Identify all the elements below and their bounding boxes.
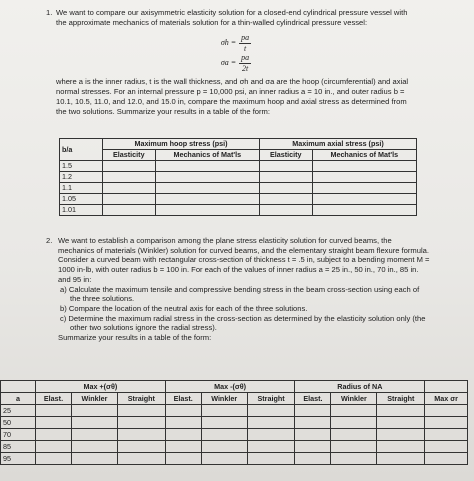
elast-header: Elast. — [295, 393, 331, 405]
empty-cell[interactable] — [155, 205, 259, 216]
empty-cell[interactable] — [331, 441, 377, 453]
empty-cell[interactable] — [425, 417, 468, 429]
blank-header — [1, 381, 36, 393]
ba-cell: 1.05 — [60, 194, 103, 205]
empty-cell[interactable] — [312, 205, 416, 216]
empty-cell[interactable] — [201, 405, 247, 417]
empty-cell[interactable] — [312, 183, 416, 194]
empty-cell[interactable] — [312, 194, 416, 205]
empty-cell[interactable] — [247, 453, 295, 465]
empty-cell[interactable] — [103, 172, 156, 183]
empty-cell[interactable] — [36, 441, 72, 453]
axial-eq-numerator: pa — [239, 53, 251, 64]
table-row — [60, 172, 417, 183]
empty-cell[interactable] — [377, 453, 425, 465]
empty-cell[interactable] — [312, 161, 416, 172]
question-2-item-c: c) Determine the maximum radial stress in the cross-section as determined by the elasticity solution only (the other two solutions ignore the radial stress). — [60, 313, 426, 333]
question-1-body: where a is the inner radius, t is the wall thickness, and σh and σa are the hoop (circumferential) and axial normal stresses. For an internal pressure p = 10,000 psi, an inner radius a = 10 in., and outer radius b = 10.1, 10.5, 11.0, and 12.0, and 15.0 in, compare the maximum hoop and axial stress as determined from the two solutions. Summarize your results in a table of the form: — [56, 77, 409, 116]
question-1-table — [59, 138, 417, 216]
empty-cell[interactable] — [71, 441, 117, 453]
empty-cell[interactable] — [295, 429, 331, 441]
empty-cell[interactable] — [425, 441, 468, 453]
straight-header: Straight — [377, 393, 425, 405]
empty-cell[interactable] — [155, 183, 259, 194]
empty-cell[interactable] — [312, 172, 416, 183]
axial-equation — [56, 53, 416, 73]
empty-cell[interactable] — [425, 453, 468, 465]
empty-cell[interactable] — [331, 453, 377, 465]
empty-cell[interactable] — [247, 441, 295, 453]
empty-cell[interactable] — [331, 429, 377, 441]
empty-cell[interactable] — [247, 417, 295, 429]
empty-cell[interactable] — [377, 417, 425, 429]
question-2-item-a: a) Calculate the maximum tensile and compressive bending stress in the beam cross-section using each of the three solutions. — [60, 284, 420, 304]
hoop-equation — [56, 33, 416, 53]
empty-cell[interactable] — [36, 429, 72, 441]
empty-cell[interactable] — [425, 429, 468, 441]
question-1-intro: We want to compare our axisymmetric elasticity solution for a closed-end cylindrical pressure vessel with the approximate mechanics of materials solution for a thin-walled cylindrical pressure vessel: — [56, 8, 408, 27]
empty-cell[interactable] — [155, 194, 259, 205]
table-subheader-row — [1, 393, 468, 405]
empty-cell[interactable] — [36, 405, 72, 417]
elast-header: Elast. — [36, 393, 72, 405]
empty-cell[interactable] — [117, 405, 165, 417]
straight-header: Straight — [247, 393, 295, 405]
empty-cell[interactable] — [259, 194, 312, 205]
empty-cell[interactable] — [155, 161, 259, 172]
question-1-number: 1. — [46, 8, 53, 17]
elast-header: Elast. — [165, 393, 201, 405]
empty-cell[interactable] — [103, 161, 156, 172]
empty-cell[interactable] — [259, 172, 312, 183]
empty-cell[interactable] — [331, 417, 377, 429]
max-sr-header: Max σr — [425, 393, 468, 405]
empty-cell[interactable] — [117, 417, 165, 429]
empty-cell[interactable] — [377, 429, 425, 441]
axial-elasticity-header: Elasticity — [259, 150, 312, 161]
empty-cell[interactable] — [201, 441, 247, 453]
a-cell: 95 — [1, 453, 36, 465]
question-2-summary: Summarize your results in a table of the form: — [58, 333, 212, 343]
winkler-header: Winkler — [201, 393, 247, 405]
empty-cell[interactable] — [103, 194, 156, 205]
winkler-header: Winkler — [331, 393, 377, 405]
question-2 — [46, 236, 430, 343]
empty-cell[interactable] — [377, 441, 425, 453]
empty-cell[interactable] — [117, 453, 165, 465]
empty-cell[interactable] — [425, 405, 468, 417]
ba-cell: 1.1 — [60, 183, 103, 194]
empty-cell[interactable] — [295, 405, 331, 417]
table-subheader-row — [60, 150, 417, 161]
empty-cell[interactable] — [331, 405, 377, 417]
question-2-number: 2. — [46, 236, 53, 245]
axial-eq-denominator: 2t — [242, 63, 249, 73]
hoop-elasticity-header: Elasticity — [103, 150, 156, 161]
table-row — [1, 417, 468, 429]
table-header-row — [1, 381, 468, 393]
empty-cell[interactable] — [155, 172, 259, 183]
axial-eq-lhs: σa = — [220, 58, 237, 68]
empty-cell[interactable] — [165, 405, 201, 417]
axial-header: Maximum axial stress (psi) — [259, 139, 416, 150]
winkler-header: Winkler — [71, 393, 117, 405]
hoop-eq-numerator: pa — [239, 33, 251, 44]
empty-cell[interactable] — [71, 417, 117, 429]
hoop-eq-lhs: σh = — [220, 38, 237, 48]
table-row — [60, 161, 417, 172]
hoop-mom-header: Mechanics of Mat'ls — [155, 150, 259, 161]
empty-cell[interactable] — [247, 405, 295, 417]
question-2-item-b: b) Compare the location of the neutral axis for each of the three solutions. — [60, 304, 308, 314]
axial-mom-header: Mechanics of Mat'ls — [312, 150, 416, 161]
ba-cell: 1.5 — [60, 161, 103, 172]
empty-cell[interactable] — [36, 453, 72, 465]
hoop-eq-fraction — [239, 33, 251, 54]
table-row — [1, 405, 468, 417]
empty-cell[interactable] — [295, 453, 331, 465]
equations — [56, 33, 416, 73]
empty-cell[interactable] — [201, 417, 247, 429]
max-plus-header: Max +(σθ) — [36, 381, 166, 393]
empty-cell[interactable] — [103, 183, 156, 194]
ba-cell: 1.01 — [60, 205, 103, 216]
table-header-row — [60, 139, 417, 150]
empty-cell[interactable] — [117, 441, 165, 453]
a-cell: 25 — [1, 405, 36, 417]
col-ba-header: b/a — [60, 139, 103, 161]
table-row — [60, 205, 417, 216]
empty-cell[interactable] — [165, 429, 201, 441]
empty-cell[interactable] — [165, 453, 201, 465]
max-minus-header: Max -(σθ) — [165, 381, 295, 393]
blank-header — [425, 381, 468, 393]
empty-cell[interactable] — [295, 417, 331, 429]
a-cell: 70 — [1, 429, 36, 441]
empty-cell[interactable] — [247, 429, 295, 441]
empty-cell[interactable] — [71, 429, 117, 441]
hoop-eq-denominator: t — [244, 43, 247, 53]
table-row — [1, 441, 468, 453]
empty-cell[interactable] — [71, 453, 117, 465]
table-row — [60, 183, 417, 194]
empty-cell[interactable] — [259, 205, 312, 216]
empty-cell[interactable] — [36, 417, 72, 429]
empty-cell[interactable] — [295, 441, 331, 453]
question-2-body: We want to establish a comparison among the plane stress elasticity solution for curved beams, the mechanics of materials (Winkler) solution for curved beams, and the elementary straight beam flexure formula. Consider a curved beam with rectangular cross-section of thickness t = .5 in, subject to a bending moment M = 1000 in-lb, with outer radius b = 100 in. For each of the values of inner radius a = 25 in., 50 in., 70 in., 85 in. and 95 in: — [58, 236, 430, 284]
hoop-header: Maximum hoop stress (psi) — [103, 139, 260, 150]
table-row — [60, 194, 417, 205]
axial-eq-fraction — [239, 53, 251, 74]
a-cell: 50 — [1, 417, 36, 429]
radius-na-header: Radius of NA — [295, 381, 425, 393]
table-row — [1, 453, 468, 465]
empty-cell[interactable] — [377, 405, 425, 417]
a-cell: 85 — [1, 441, 36, 453]
straight-header: Straight — [117, 393, 165, 405]
empty-cell[interactable] — [165, 441, 201, 453]
empty-cell[interactable] — [259, 161, 312, 172]
question-1 — [46, 8, 416, 116]
empty-cell[interactable] — [201, 429, 247, 441]
empty-cell[interactable] — [165, 417, 201, 429]
empty-cell[interactable] — [201, 453, 247, 465]
empty-cell[interactable] — [103, 205, 156, 216]
question-2-table — [0, 380, 468, 465]
empty-cell[interactable] — [71, 405, 117, 417]
empty-cell[interactable] — [117, 429, 165, 441]
ba-cell: 1.2 — [60, 172, 103, 183]
table-row — [1, 429, 468, 441]
col-a-header: a — [1, 393, 36, 405]
empty-cell[interactable] — [259, 183, 312, 194]
